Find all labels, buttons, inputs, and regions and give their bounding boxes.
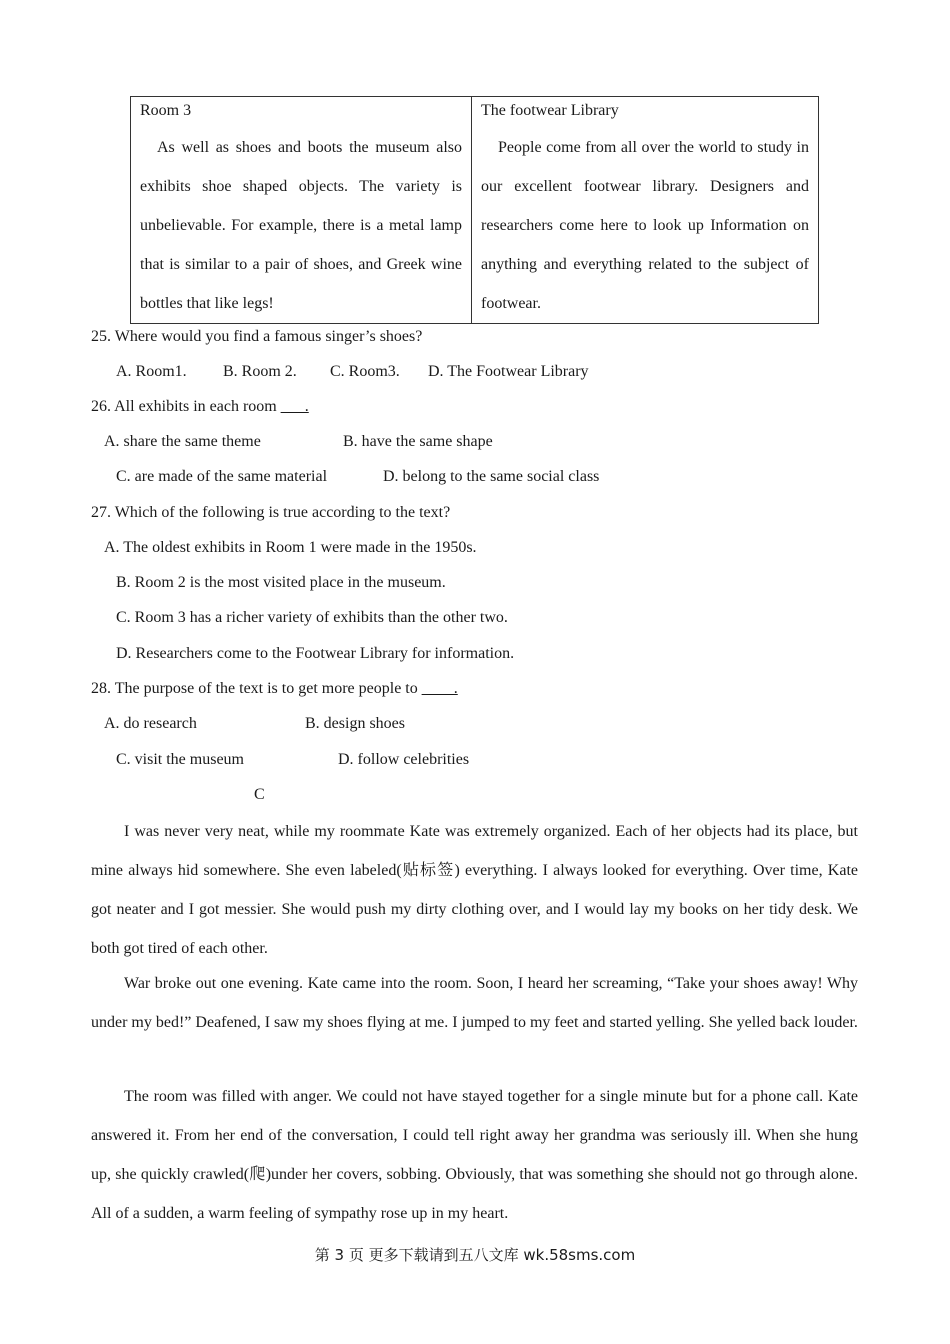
answer-blank: ___. — [280, 398, 309, 415]
q25-option-d: D. The Footwear Library — [428, 363, 589, 380]
q26-option-b: B. have the same shape — [343, 433, 493, 450]
cell-text: As well as shoes and boots the museum also exhibits shoe shaped objects. The variety is unbelievable. For example, there is a metal lamp that is similar to a pair of shoes, and Greek wine bottles that like legs! — [140, 139, 462, 312]
question-26 — [91, 398, 309, 416]
q28-option-a: A. do research — [104, 715, 197, 732]
q25-option-a: A. Room1. — [116, 363, 187, 380]
q27-option-c: C. Room 3 has a richer variety of exhibits than the other two. — [116, 609, 508, 626]
q28-option-d: D. follow celebrities — [338, 751, 470, 768]
q28-option-c: C. visit the museum — [116, 751, 244, 768]
passage-paragraph-1: I was never very neat, while my roommate Kate was extremely organized. Each of her objects had its place, but mine always hid somewhere. She even labeled(贴标签) everything. I always looked for everything. Over time, Kate got neater and I got messier. She would push my dirty clothing over, and I would lay my books on her tidy desk. We both got tired of each other. — [91, 823, 858, 957]
q25-option-b: B. Room 2. — [223, 363, 297, 380]
q27-option-a: A. The oldest exhibits in Room 1 were made in the 1950s. — [104, 539, 477, 556]
answer-blank: ____. — [421, 680, 458, 697]
question-28 — [91, 680, 458, 698]
cell-heading: Room 3 — [140, 102, 192, 119]
exhibit-table — [130, 96, 819, 324]
cell-text: People come from all over the world to study in our excellent footwear library. Designers and researchers come here to look up Information on anything and everything related to the subject of footwear. — [481, 139, 809, 312]
passage-paragraph-2: War broke out one evening. Kate came into the room. Soon, I heard her screaming, “Take your shoes away! Why under my bed!” Deafened, I saw my shoes flying at me. I jumped to my feet and started yelling. She yelled back louder. — [91, 975, 858, 1031]
page-footer: 第 3 页 更多下载请到五八文库 wk.58sms.com — [314, 1246, 636, 1264]
question-27-stem: 27. Which of the following is true according to the text? — [91, 504, 451, 521]
question-28-stem: 28. The purpose of the text is to get more people to — [91, 680, 418, 697]
question-25-stem: 25. Where would you find a famous singer’s shoes? — [91, 328, 423, 345]
q27-option-d: D. Researchers come to the Footwear Library for information. — [116, 645, 515, 662]
q27-option-b: B. Room 2 is the most visited place in the museum. — [116, 574, 446, 591]
q25-option-c: C. Room3. — [330, 363, 400, 380]
table-divider — [471, 97, 472, 323]
section-label: C — [254, 786, 265, 803]
passage-paragraph-3: The room was filled with anger. We could not have stayed together for a single minute but for a phone call. Kate answered it. From her end of the conversation, I could tell right away her grandma was seriously ill. When she hung up, she quickly crawled(爬)under her covers, sobbing. Obviously, that was something she should not go through alone. All of a sudden, a warm feeling of sympathy rose up in my heart. — [91, 1088, 858, 1222]
q26-option-d: D. belong to the same social class — [383, 468, 600, 485]
q26-option-a: A. share the same theme — [104, 433, 261, 450]
q26-option-c: C. are made of the same material — [116, 468, 328, 485]
cell-heading: The footwear Library — [481, 102, 619, 119]
q28-option-b: B. design shoes — [305, 715, 405, 732]
question-26-stem: 26. All exhibits in each room — [91, 398, 277, 415]
